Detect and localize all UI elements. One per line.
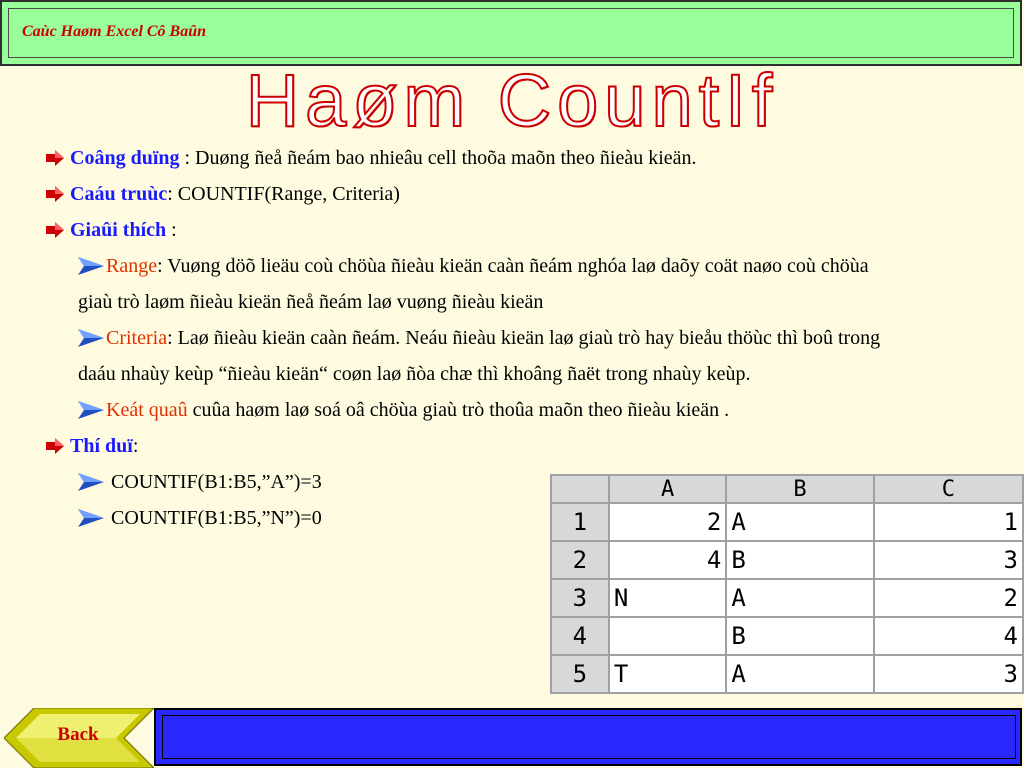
red-arrow-bullet-icon xyxy=(46,150,64,166)
spreadsheet-table xyxy=(550,474,1024,694)
criteria-line xyxy=(78,326,880,350)
header-title: Caùc Haøm Excel Cô Baûn xyxy=(22,23,207,40)
red-arrow-bullet-icon xyxy=(46,438,64,454)
cell-c2: 3 xyxy=(874,541,1023,579)
back-button-label[interactable]: Back xyxy=(57,724,99,745)
blue-arrow-bullet-icon xyxy=(78,329,104,347)
corner-cell xyxy=(551,475,609,503)
syntax-label: Caáu truùc xyxy=(70,183,168,205)
cell-c3: 2 xyxy=(874,579,1023,617)
cell-a1: 2 xyxy=(609,503,727,541)
column-header-c: C xyxy=(874,475,1023,503)
table-row xyxy=(551,655,1023,693)
syntax-line xyxy=(46,182,400,206)
cell-b1: A xyxy=(726,503,873,541)
cell-a4 xyxy=(609,617,727,655)
example-formula-2 xyxy=(78,506,322,530)
usage-text: : Duøng ñeå ñeám bao nhieâu cell thoõa maõn theo ñieàu kieän. xyxy=(179,147,697,169)
table-row xyxy=(551,503,1023,541)
explain-label: Giaûi thích xyxy=(70,219,167,241)
row-header: 3 xyxy=(551,579,609,617)
row-header: 4 xyxy=(551,617,609,655)
example-text: : xyxy=(132,435,139,457)
cell-c4: 4 xyxy=(874,617,1023,655)
range-label: Range xyxy=(106,255,158,277)
range-text-continued: giaù trò laøm ñieàu kieän ñeå ñeám laø vuøng ñieàu kieän xyxy=(78,291,544,313)
table-row xyxy=(551,617,1023,655)
header-bar xyxy=(0,0,1022,66)
result-line xyxy=(78,398,729,422)
bottom-bar-inner-frame xyxy=(162,715,1016,759)
syntax-text: : COUNTIF(Range, Criteria) xyxy=(167,183,400,205)
criteria-text-continued: daáu nhaùy keùp “ñieàu kieän“ coøn laø ñòa chæ thì khoâng ñaët trong nhaùy keùp. xyxy=(78,363,751,385)
explain-text: : xyxy=(166,219,177,241)
usage-label: Coâng duïng xyxy=(70,147,180,169)
blue-arrow-bullet-icon xyxy=(78,509,104,527)
usage-line xyxy=(46,146,697,170)
blue-arrow-bullet-icon xyxy=(78,257,104,275)
range-line xyxy=(78,254,869,278)
cell-b2: B xyxy=(726,541,873,579)
bottom-bar xyxy=(154,708,1022,766)
explain-line xyxy=(46,218,177,242)
criteria-label: Criteria xyxy=(106,327,168,349)
cell-b3: A xyxy=(726,579,873,617)
slide-title: Haøm CountIf xyxy=(245,59,779,142)
cell-a5: T xyxy=(609,655,727,693)
range-text: : Vuøng döõ lieäu coù chöùa ñieàu kieän caàn ñeám nghóa laø daõy coät naøo coù chöùa xyxy=(157,255,869,277)
example-formula-2-text: COUNTIF(B1:B5,”N”)=0 xyxy=(106,507,322,529)
table-row xyxy=(551,579,1023,617)
example-line xyxy=(46,434,138,458)
column-header-a: A xyxy=(609,475,727,503)
cell-c5: 3 xyxy=(874,655,1023,693)
row-header: 5 xyxy=(551,655,609,693)
cell-b4: B xyxy=(726,617,873,655)
column-header-b: B xyxy=(726,475,873,503)
row-header: 2 xyxy=(551,541,609,579)
blue-arrow-bullet-icon xyxy=(78,401,104,419)
cell-c1: 1 xyxy=(874,503,1023,541)
criteria-text: : Laø ñieàu kieän caàn ñeám. Neáu ñieàu kieän laø giaù trò hay bieåu thöùc thì boû trong xyxy=(167,327,881,349)
red-arrow-bullet-icon xyxy=(46,222,64,238)
row-header: 1 xyxy=(551,503,609,541)
table-row xyxy=(551,541,1023,579)
blue-arrow-bullet-icon xyxy=(78,473,104,491)
cell-a2: 4 xyxy=(609,541,727,579)
red-arrow-bullet-icon xyxy=(46,186,64,202)
example-formula-1-text: COUNTIF(B1:B5,”A”)=3 xyxy=(106,471,322,493)
column-header-row xyxy=(551,475,1023,503)
cell-b5: A xyxy=(726,655,873,693)
example-label: Thí duï xyxy=(70,435,133,457)
cell-a3: N xyxy=(609,579,727,617)
result-label: Keát quaû xyxy=(106,399,188,421)
result-text: cuûa haøm laø soá oâ chöùa giaù trò thoûa maõn theo ñieàu kieän . xyxy=(187,399,730,421)
example-formula-1 xyxy=(78,470,322,494)
